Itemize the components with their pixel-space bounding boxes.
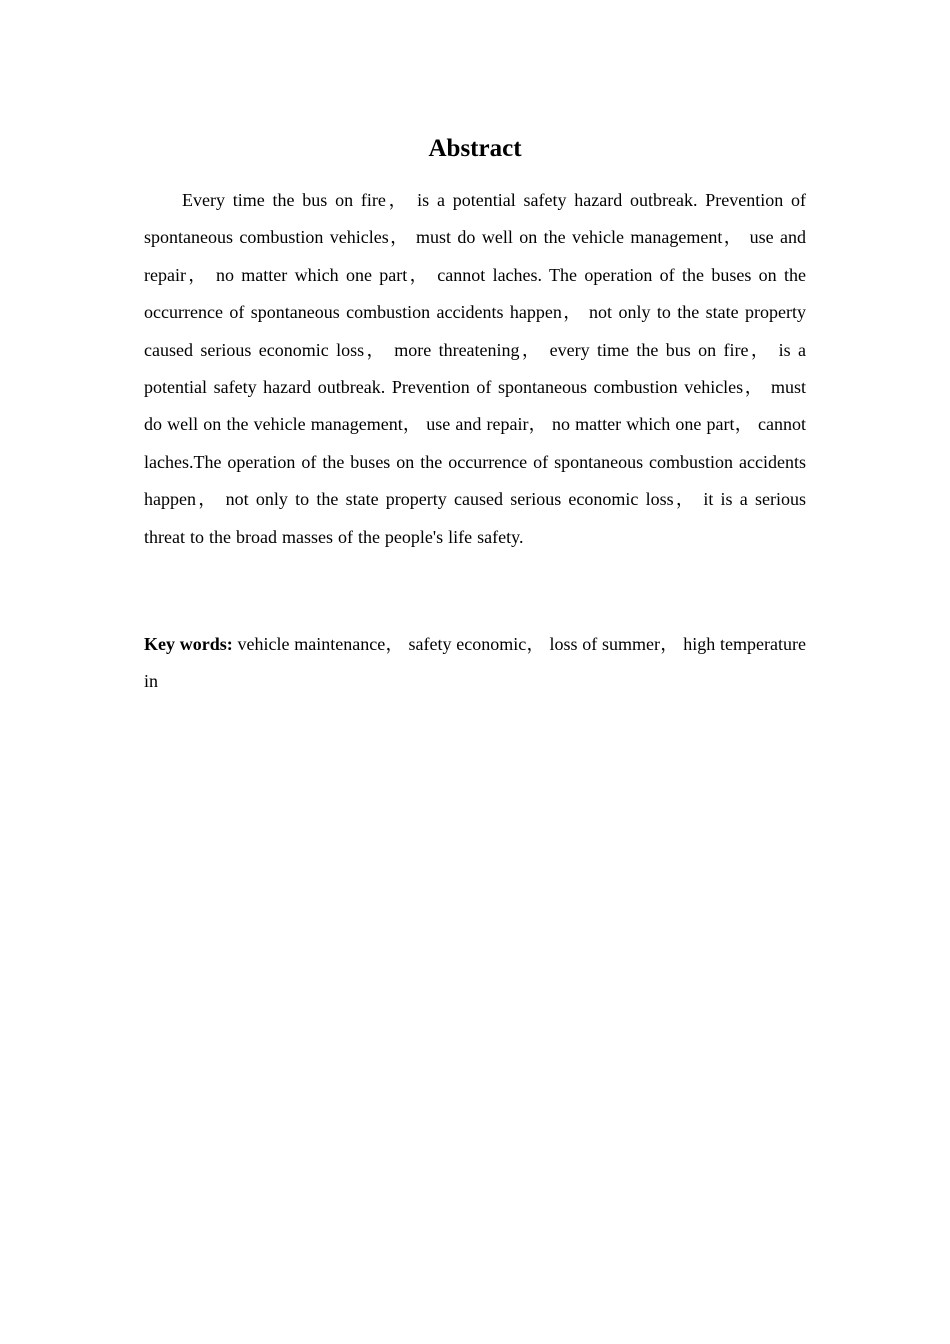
- page-title: Abstract: [428, 135, 522, 162]
- keywords-text: vehicle maintenance， safety economic， loss of summer， high temperature in: [144, 634, 806, 692]
- keywords-label: Key words:: [144, 634, 233, 654]
- abstract-paragraph: Every time the bus on fire， is a potential safety hazard outbreak. Prevention of spontaneous combustion vehicles， must do well on the vehicle management， use and repair， no matter which one part， cannot laches. The operation of the buses on the occurrence of spontaneous combustion accidents happen， not only to the state property caused serious economic loss， more threatening， every time the bus on fire， is a potential safety hazard outbreak. Prevention of spontaneous combustion vehicles， must do well on the vehicle management， use and repair， no matter which one part， cannot laches.The operation of the buses on the occurrence of spontaneous combustion accidents happen， not only to the state property caused serious economic loss， it is a serious threat to the broad masses of the people's life safety.: [144, 190, 806, 547]
- keywords-paragraph: [144, 626, 806, 701]
